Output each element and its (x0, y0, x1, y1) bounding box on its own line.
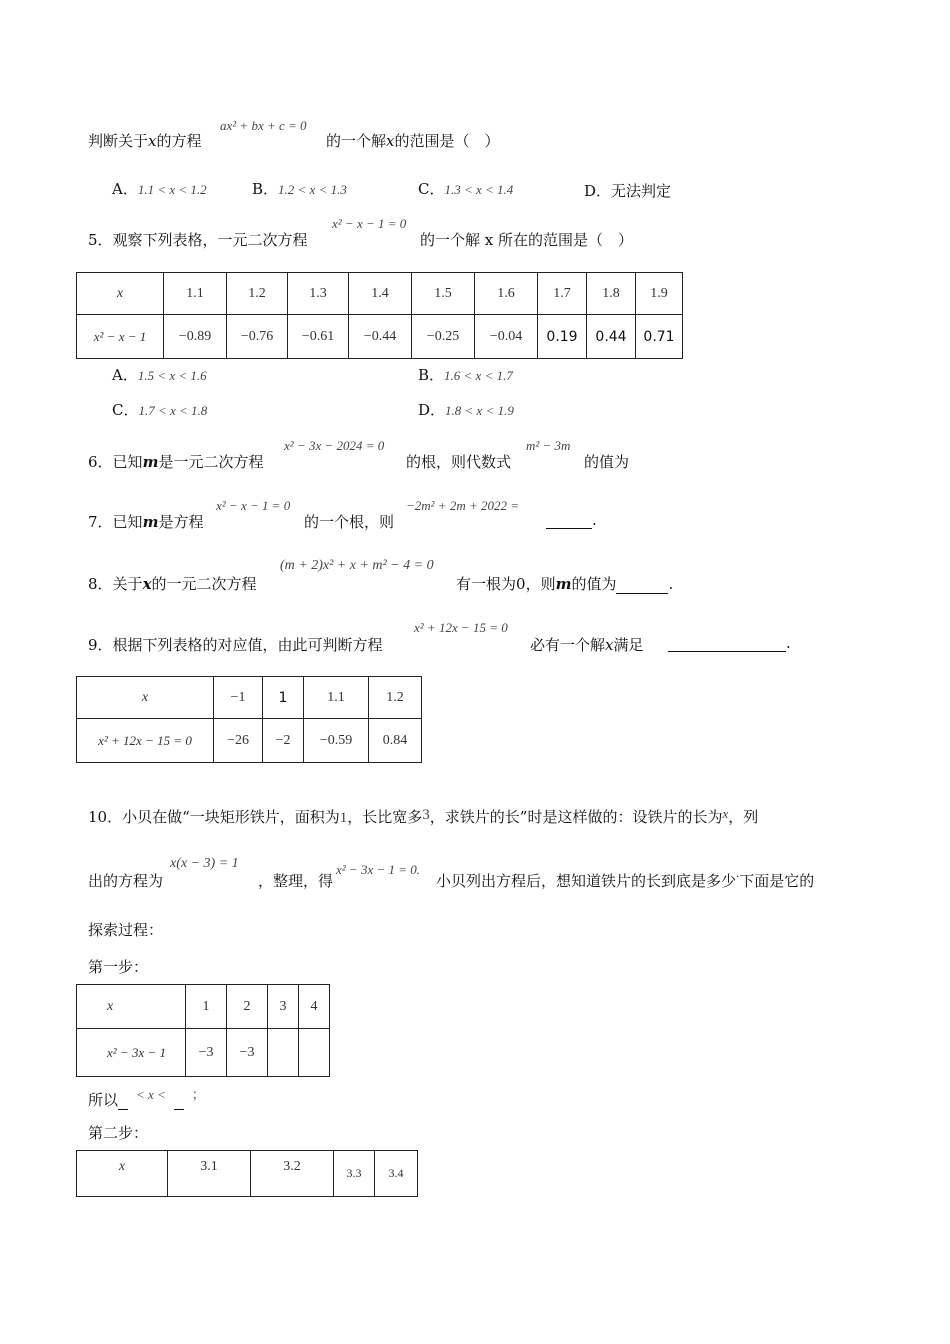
q7-equation: x² − x − 1 = 0 (216, 498, 291, 513)
answer-blank[interactable] (118, 1095, 128, 1110)
q10-line2-tail (436, 870, 814, 891)
q5-stem (88, 229, 308, 250)
q9-table (76, 676, 422, 763)
q4-option-d[interactable] (584, 180, 671, 201)
answer-blank[interactable] (174, 1095, 184, 1110)
q9-answer (668, 634, 791, 652)
table-cell: x² + 12x − 15 = 0 (77, 719, 214, 763)
table-cell: 3 (268, 985, 299, 1029)
option-text: 1.7 < x < 1.8 (138, 403, 208, 418)
q9-equation: x² + 12x − 15 = 0 (414, 620, 508, 635)
q9-stem-pre: 根据下列表格的对应值，由此可判断方程 (112, 636, 383, 654)
table-row (77, 315, 683, 359)
q10-so-mid: < x < (136, 1087, 166, 1102)
q10-so (88, 1084, 205, 1110)
q7-var: m (142, 513, 159, 531)
q6-stem-post: 的值为 (584, 453, 630, 471)
q7-expr: −2m² + 2m + 2022 = (406, 498, 520, 513)
table-row (77, 985, 330, 1029)
table-cell: 1.5 (412, 273, 475, 315)
table-cell: −26 (214, 719, 263, 763)
q10-line1 (88, 806, 758, 827)
q4-stem-mid: 的方程 (156, 132, 202, 150)
table-cell: 1.3 (288, 273, 349, 315)
q4-equation: ax² + bx + c = 0 (220, 118, 307, 133)
q10-line2-dot: · (736, 872, 740, 883)
option-text: 1.6 < x < 1.7 (444, 368, 513, 383)
option-letter: C． (112, 401, 139, 419)
q9-stem-post: 满足 (613, 636, 644, 654)
q7-answer (546, 511, 597, 529)
q8-stem-tail (456, 573, 673, 594)
q8-stem-mid: 的一元二次方程 (151, 575, 257, 593)
q5-equation: x² − x − 1 = 0 (332, 216, 407, 231)
q7-stem-pre: 已知 (112, 513, 143, 531)
table-cell: x (77, 677, 214, 719)
q8-stem (88, 573, 257, 594)
table-cell: 0.84 (369, 719, 422, 763)
q10-step2-label: 第二步： (88, 1124, 149, 1142)
table-cell: 3.3 (334, 1151, 375, 1197)
option-letter: B． (252, 180, 279, 198)
option-letter: A． (112, 366, 138, 384)
q10-line1-c: ，求铁片的长”时是这样做的：设铁片的长为 (429, 808, 723, 826)
table-cell: x (77, 273, 164, 315)
table-row (77, 677, 422, 719)
table-cell: −0.25 (412, 315, 475, 359)
q6-stem-pre: 已知 (112, 453, 143, 471)
question-number: 6． (88, 453, 113, 471)
q10-line1-d: ，列 (728, 808, 759, 826)
q9-var: x (605, 636, 614, 654)
q10-line2-eq2: x² − 3x − 1 = 0. (336, 862, 421, 877)
table-row (77, 1029, 330, 1077)
q10-line2-d: 下面是它的 (739, 872, 815, 890)
q10-line3: 探索过程： (88, 921, 164, 939)
q9-end: . (786, 634, 791, 652)
table-cell: 1.7 (538, 273, 587, 315)
table-cell: 1.1 (304, 677, 369, 719)
q9-stem-mid: 必有一个解 (530, 636, 606, 654)
table-cell: −1 (214, 677, 263, 719)
option-text: 1.1 < x < 1.2 (137, 182, 207, 197)
q10-step1-label: 第一步： (88, 958, 149, 976)
q6-stem (88, 451, 263, 472)
table-cell: 1.8 (587, 273, 636, 315)
q4-stem-post-a: 的一个解 (326, 132, 387, 150)
q8-end: . (668, 575, 674, 593)
table-cell: 1.2 (227, 273, 288, 315)
q5-option-c[interactable] (112, 399, 207, 420)
q6-stem-mid2: 的根，则代数式 (406, 453, 512, 471)
q10-line1-a: 小贝在做“一块矩形铁片，面积为 (122, 808, 340, 826)
table-cell: 1 (263, 677, 304, 719)
q4-stem-post-b: 的范围是（ ） (394, 132, 500, 150)
q4-stem-pre: 判断关于 (88, 132, 149, 150)
q6-expr: m² − 3m (526, 438, 571, 453)
q10-line2-c: 小贝列出方程后，想知道铁片的长到底是多少 (436, 872, 737, 890)
q8-stem-pre: 关于 (112, 575, 143, 593)
q4-stem-post (326, 130, 500, 151)
question-number: 9． (88, 636, 113, 654)
q6-var: m (142, 453, 159, 471)
q10-so-end: ； (191, 1087, 205, 1102)
table-cell[interactable] (299, 1029, 330, 1077)
option-text: 1.2 < x < 1.3 (278, 182, 347, 197)
table-cell: −0.44 (349, 315, 412, 359)
table-cell: −0.76 (227, 315, 288, 359)
q8-stem-post: 的值为 (571, 575, 617, 593)
table-cell: 1.1 (164, 273, 227, 315)
table-cell: 0.44 (587, 315, 636, 359)
q8-var2: m (555, 575, 572, 593)
q5-option-a[interactable] (112, 364, 207, 385)
q9-stem (88, 634, 383, 655)
q4-var: x (148, 132, 157, 150)
q8-equation: (m + 2)x² + x + m² − 4 = 0 (280, 558, 434, 573)
table-cell: x (77, 985, 186, 1029)
table-cell: 1.4 (349, 273, 412, 315)
q7-stem-mid: 是方程 (158, 513, 204, 531)
q10-step1-table (76, 984, 330, 1077)
q10-so-label: 所以 (88, 1091, 119, 1109)
question-number: 8． (88, 575, 113, 593)
q5-stem-post: 的一个解 x 所在的范围是（ ） (420, 231, 633, 249)
table-cell: 1.6 (475, 273, 538, 315)
q10-step2-table (76, 1150, 418, 1197)
q4-option-c[interactable] (418, 178, 513, 199)
q8-stem-mid2: 有一根为 (456, 575, 517, 593)
table-cell: 3.1 (168, 1151, 251, 1197)
option-letter: D． (584, 182, 612, 200)
answer-blank[interactable] (546, 512, 592, 529)
option-text: 无法判定 (611, 182, 672, 200)
q10-x: x (722, 806, 729, 821)
table-cell: 1.2 (369, 677, 422, 719)
table-cell: 4 (299, 985, 330, 1029)
option-letter: B． (418, 366, 445, 384)
q6-stem-mid: 是一元二次方程 (158, 453, 264, 471)
table-row (77, 719, 422, 763)
table-cell: 3.4 (375, 1151, 418, 1197)
q5-option-d[interactable] (418, 399, 514, 420)
table-cell: −2 (263, 719, 304, 763)
table-cell: 2 (227, 985, 268, 1029)
table-cell: −0.04 (475, 315, 538, 359)
q10-line2-eq: x(x − 3) = 1 (170, 856, 239, 871)
q9-stem-tail (530, 634, 644, 655)
table-cell: −3 (186, 1029, 227, 1077)
q10-line1-b: ，长比宽多 (347, 808, 423, 826)
answer-blank[interactable] (668, 635, 786, 652)
table-cell: 1.9 (636, 273, 683, 315)
table-cell[interactable] (268, 1029, 299, 1077)
q10-line2-b: ，整理，得 (258, 872, 334, 890)
q8-stem-mid3: ，则 (525, 575, 556, 593)
q5-option-b[interactable] (418, 364, 513, 385)
option-letter: C． (418, 180, 445, 198)
table-row (77, 273, 683, 315)
table-cell: −0.59 (304, 719, 369, 763)
option-letter: D． (418, 401, 446, 419)
q7-stem (88, 511, 203, 532)
q4-var2: x (386, 132, 395, 150)
q8-zero: 0 (516, 575, 526, 593)
table-cell: −3 (227, 1029, 268, 1077)
table-cell: x² − 3x − 1 (77, 1029, 186, 1077)
q4-option-b[interactable] (252, 178, 347, 199)
q4-option-a[interactable] (112, 178, 207, 199)
table-cell: −0.89 (164, 315, 227, 359)
question-number: 5． (88, 231, 113, 249)
option-text: 1.8 < x < 1.9 (445, 403, 514, 418)
option-text: 1.5 < x < 1.6 (137, 368, 207, 383)
table-cell: 0.71 (636, 315, 683, 359)
q10-three: 3 (422, 807, 430, 823)
q10-one: 1 (339, 810, 348, 826)
table-cell: 3.2 (251, 1151, 334, 1197)
q5-stem-pre: 观察下列表格，一元二次方程 (112, 231, 308, 249)
table-row (77, 1151, 418, 1197)
q7-stem-post: . (592, 511, 597, 529)
question-number: 7． (88, 513, 113, 531)
table-cell: −0.61 (288, 315, 349, 359)
q7-stem-mid2: 的一个根，则 (304, 513, 395, 531)
question-number: 10． (88, 808, 123, 826)
answer-blank[interactable] (616, 577, 668, 594)
q10-line2-a: 出的方程为 (88, 872, 164, 890)
table-cell: 1 (186, 985, 227, 1029)
q8-var: x (142, 575, 152, 593)
q4-stem (88, 130, 202, 151)
q6-equation: x² − 3x − 2024 = 0 (284, 438, 385, 453)
table-cell: 0.19 (538, 315, 587, 359)
q5-table (76, 272, 683, 359)
option-text: 1.3 < x < 1.4 (444, 182, 514, 197)
option-letter: A． (112, 180, 138, 198)
table-cell: x² − x − 1 (77, 315, 164, 359)
table-cell: x (77, 1151, 168, 1197)
